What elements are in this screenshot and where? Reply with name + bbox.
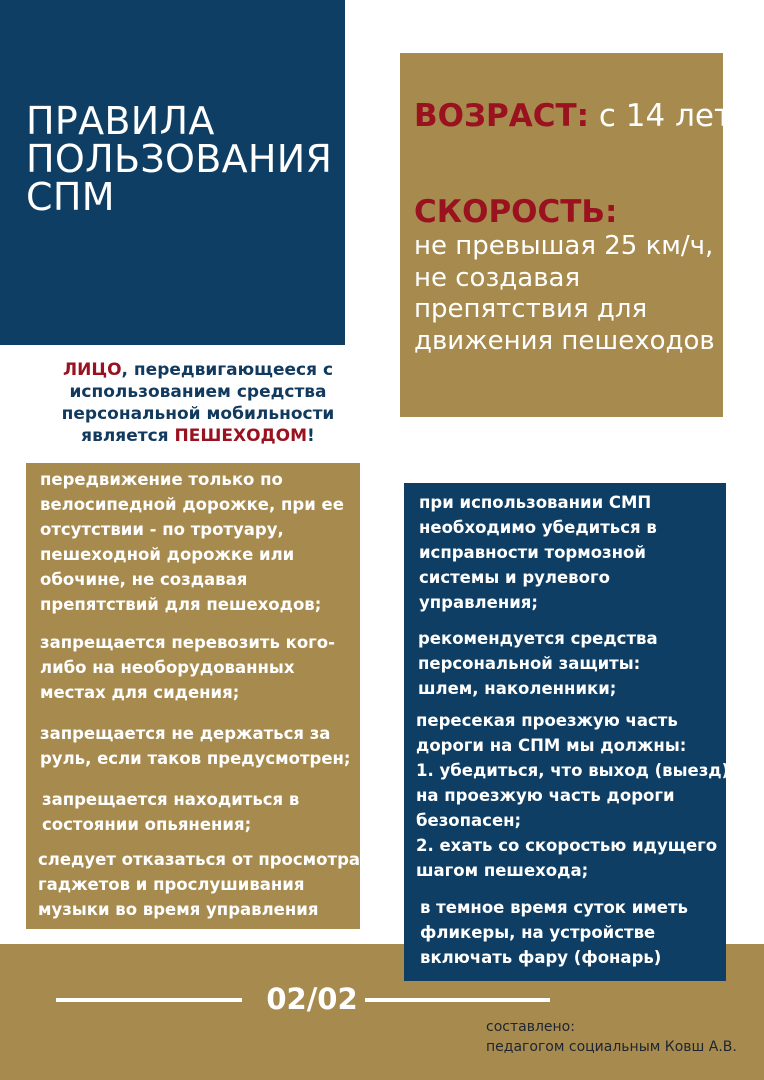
highlight-word: ЛИЦО [62, 360, 122, 380]
rule-line: либо на необорудованных [40, 658, 295, 677]
page-title [26, 99, 336, 219]
rule-line: фликеры, на устройстве [420, 923, 656, 942]
age-value: с 14 лет [589, 98, 733, 134]
rule-line: системы и рулевого [419, 568, 610, 587]
note-text: является [81, 426, 175, 446]
rule-line: 2. ехать со скоростью идущего [416, 836, 718, 855]
title-line: СПМ [26, 175, 115, 219]
note-text: персональной мобильности [61, 404, 335, 424]
rule-item [40, 721, 351, 771]
rule-line: велосипедной дорожке, при ее [40, 495, 344, 514]
note-text: использованием средства [69, 382, 327, 402]
rule-line: запрещается не держаться за [40, 724, 331, 743]
divider-line-left [56, 998, 242, 1002]
age-label: ВОЗРАСТ: [414, 98, 590, 134]
rule-line: состоянии опьянения; [42, 815, 252, 834]
rule-line: руль, если таков предусмотрен; [40, 749, 351, 768]
rule-line: обочине, не создавая [40, 570, 248, 589]
rule-line: 1. убедиться, что выход (выезд) [416, 761, 730, 780]
rule-line: пересекая проезжую часть [416, 711, 678, 730]
rule-line: местах для сидения; [40, 683, 240, 702]
rule-line: запрещается перевозить кого- [40, 633, 335, 652]
rule-item [418, 626, 658, 701]
author-credit [486, 1017, 737, 1057]
speed-requirement [414, 231, 719, 357]
credit-line: педагогом социальным Ковш А.В. [486, 1039, 737, 1055]
divider-line-right [365, 998, 550, 1002]
rule-line: исправности тормозной [419, 543, 646, 562]
rule-item [420, 895, 688, 970]
pedestrian-note [28, 359, 368, 447]
rule-item [40, 467, 344, 617]
highlight-word: ПЕШЕХОДОМ [174, 426, 308, 446]
speed-line: препятствия для [414, 294, 648, 324]
rule-line: необходимо убедиться в [419, 518, 657, 537]
rule-line: музыки во время управления [38, 900, 319, 919]
rule-line: в темное время суток иметь [420, 898, 688, 917]
title-line: ПОЛЬЗОВАНИЯ [26, 137, 333, 181]
rule-item [419, 490, 657, 615]
rule-line: безопасен; [416, 811, 522, 830]
note-text: ! [307, 426, 315, 446]
speed-line: не создавая [414, 262, 581, 293]
rule-line: шлем, наколенники; [418, 679, 617, 698]
note-text: , передвигающееся с [121, 360, 334, 380]
rule-item [40, 630, 335, 705]
rule-line: дороги на СПМ мы должны: [416, 736, 687, 755]
rule-line: на проезжую часть дороги [416, 786, 675, 805]
credit-line: составлено: [486, 1019, 575, 1035]
speed-line: не превышая 25 км/ч, [414, 231, 714, 261]
title-line: ПРАВИЛА [26, 99, 215, 143]
rule-line: запрещается находиться в [42, 790, 300, 809]
rule-line: отсутствии - по тротуару, [40, 520, 284, 539]
rule-item [416, 708, 729, 883]
speed-line: движения пешеходов [414, 325, 715, 356]
page-number: 02/02 [266, 982, 358, 1016]
rule-line: гаджетов и прослушивания [38, 875, 305, 894]
speed-label: СКОРОСТЬ: [414, 194, 618, 230]
rule-line: управления; [419, 593, 538, 612]
age-requirement [414, 96, 733, 136]
rule-line: следует отказаться от просмотра [38, 850, 361, 869]
rule-line: передвижение только по [40, 470, 283, 489]
rule-line: пешеходной дорожке или [40, 545, 295, 564]
rule-item [42, 787, 299, 837]
rule-line: персональной защиты: [418, 654, 641, 673]
rule-line: рекомендуется средства [418, 629, 658, 648]
rule-line: при использовании СМП [419, 493, 652, 512]
rule-item [38, 847, 360, 922]
rule-line: препятствий для пешеходов; [40, 595, 322, 614]
rule-line: шагом пешехода; [416, 861, 589, 880]
rule-line: включать фару (фонарь) [420, 948, 662, 967]
